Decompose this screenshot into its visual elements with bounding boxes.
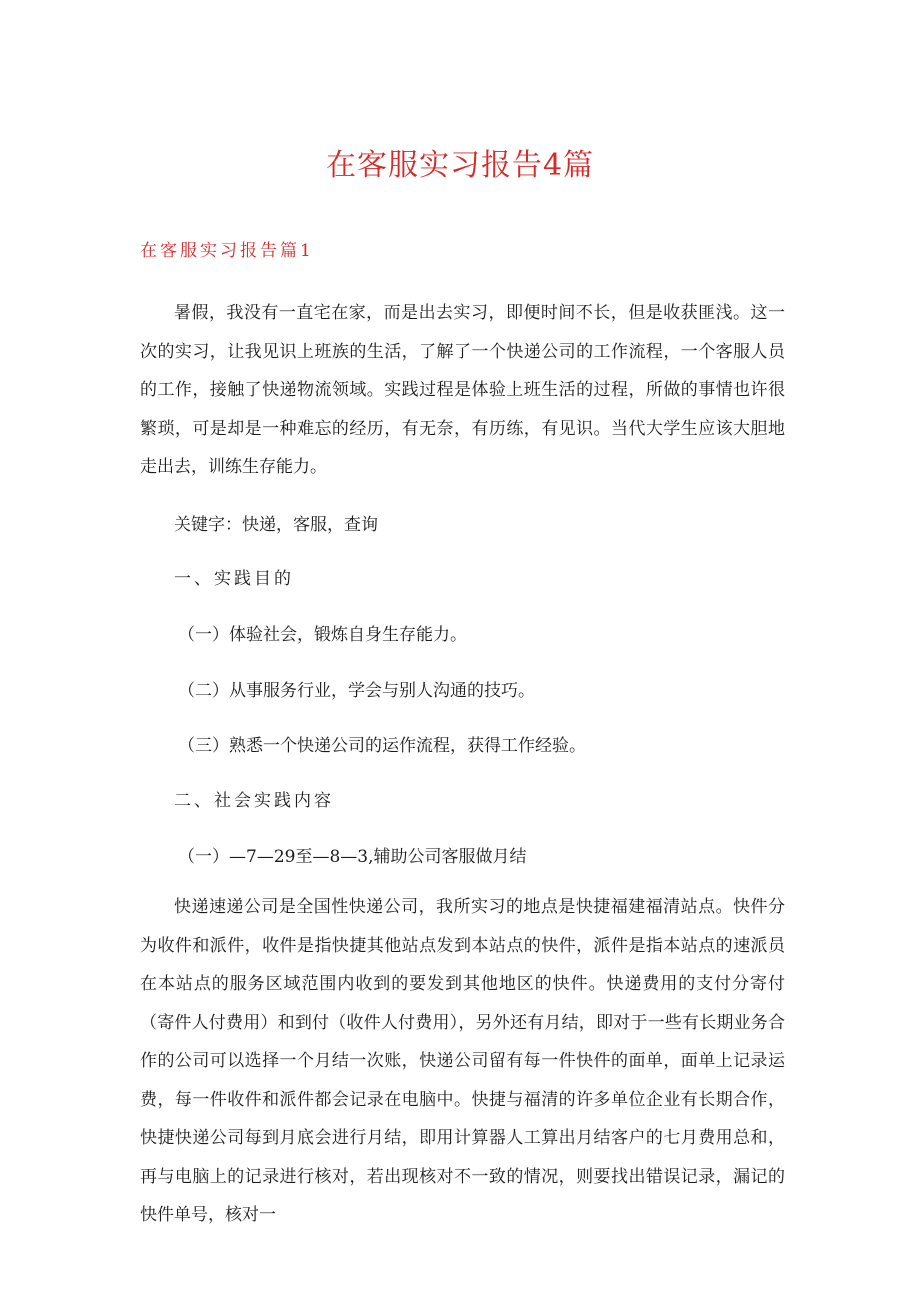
body-paragraph: 快递速递公司是全国性快递公司，我所实习的地点是快捷福建福清站点。快件分为收件和派件，收件是指快捷其他站点发到本站点的快件，派件是指本站点的速派员在本站点的服务区域范围内收到的要发到其他地区的快件。快递费用的支付分寄付（寄件人付费用）和到付（收件人付费用），另外还有月结，即对于一些有长期业务合作的公司可以选择一个月结一次账，快递公司留有每一件快件的面单，面单上记录运费，每一件收件和派件都会记录在电脑中。快捷与福清的许多单位企业有长期合作，快捷快递公司每到月底会进行月结，即用计算器人工算出月结客户的七月费用总和，再与电脑上的记录进行核对，若出现核对不一致的情况，则要找出错误记录，漏记的快件单号，核对一	[140, 897, 785, 1225]
heading-practice-goals: 一、实践目的	[174, 569, 294, 589]
sub-heading-monthly-settlement: （一）—7—29至—8—3,辅助公司客服做月结	[178, 847, 527, 867]
goal-item: （三）熟悉一个快递公司的运作流程，获得工作经验。	[178, 736, 586, 756]
goal-item: （一）体验社会，锻炼自身生存能力。	[178, 625, 467, 645]
heading-practice-content: 二、社会实践内容	[174, 791, 334, 811]
intro-paragraph: 暑假，我没有一直宅在家，而是出去实习，即便时间不长，但是收获匪浅。这一次的实习，让我见识上班族的生活，了解了一个快递公司的工作流程，一个客服人员的工作，接触了快递物流领域。实践过程是体验上班生活的过程，所做的事情也许很繁琐，可是却是一种难忘的经历，有无奈，有历练，有见识。当代大学生应该大胆地走出去，训练生存能力。	[140, 303, 785, 477]
keywords-line: 关键字：快递，客服，查询	[174, 515, 378, 535]
section-title: 在客服实习报告篇1	[140, 241, 314, 261]
goal-item: （二）从事服务行业，学会与别人沟通的技巧。	[178, 681, 535, 701]
document-title: 在客服实习报告4篇	[325, 148, 595, 183]
